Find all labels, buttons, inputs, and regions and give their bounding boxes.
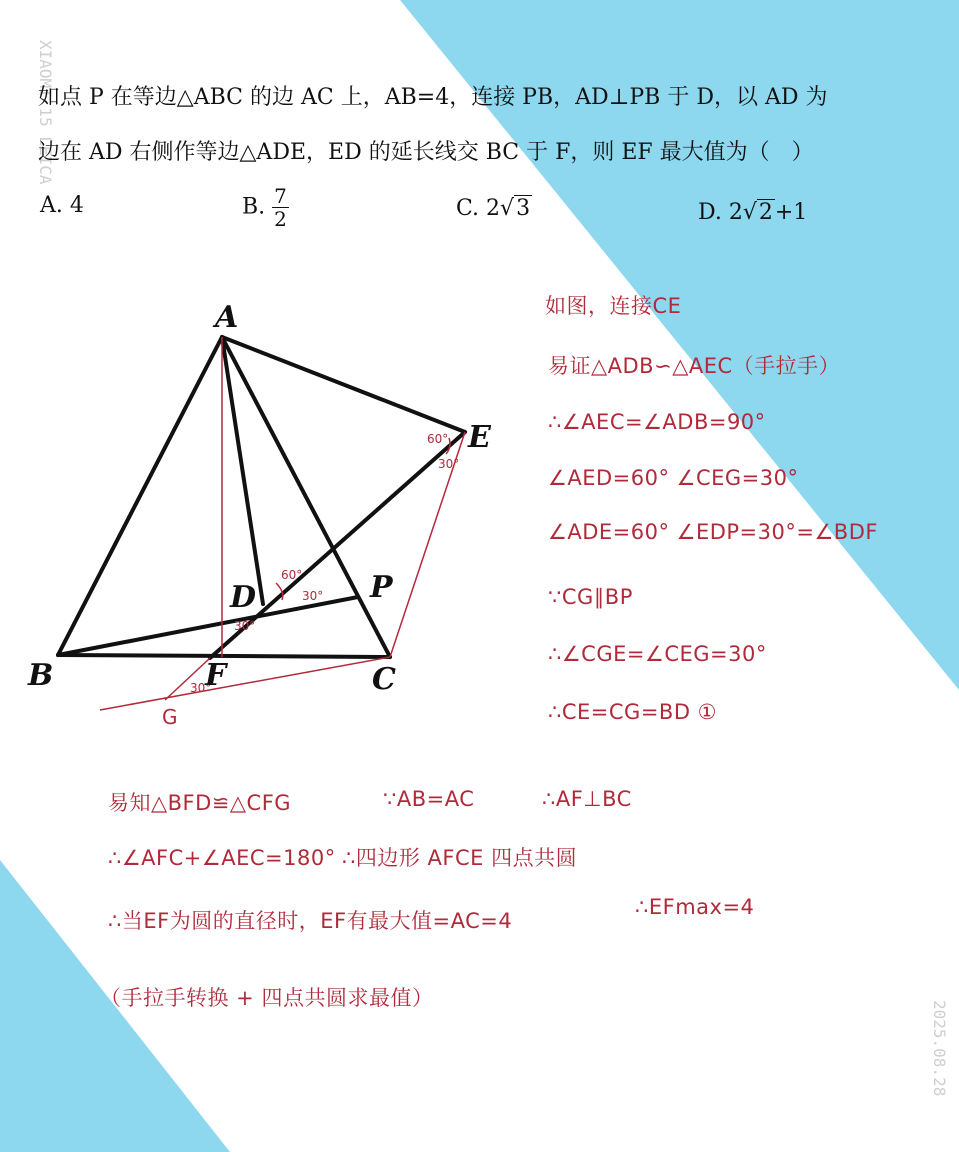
solution-line-1: 如图，连接CE	[545, 294, 682, 318]
segment-ae	[222, 337, 465, 432]
point-label-p: P	[370, 570, 393, 605]
segment-ab	[58, 337, 222, 655]
choice-d-suffix: +1	[774, 200, 808, 225]
solution-line-11b: ∴EFmax=4	[635, 895, 755, 919]
choice-b-denominator: 2	[274, 207, 287, 231]
choice-b-numerator: 7	[274, 184, 287, 208]
choice-d-radicand: 2	[758, 200, 773, 225]
point-label-g: G	[162, 705, 178, 729]
angle-label-e-30: 30°	[438, 457, 460, 471]
angle-label-d-bottom-30: 30°	[234, 619, 256, 633]
choice-c-prefix: C. 2	[456, 196, 501, 221]
segment-bc	[58, 655, 390, 657]
point-label-a: A	[215, 300, 239, 335]
solution-line-6: ∵CG∥BP	[548, 585, 633, 609]
segment-bp	[58, 597, 358, 655]
angle-label-e-60: 60°	[427, 432, 449, 446]
solution-line-8: ∴CE=CG=BD ①	[548, 700, 717, 724]
angle-label-d-30: 30°	[302, 589, 324, 603]
sqrt-icon: √	[742, 200, 757, 225]
solution-line-10b: ∴四边形 AFCE 四点共圆	[342, 846, 578, 870]
problem-line-2: 边在 AD 右侧作等边△ADE，ED 的延长线交 BC 于 F，则 EF 最大值为（ ）	[38, 140, 814, 165]
watermark-left: XIAOMI 15 LEICA	[36, 40, 55, 185]
solution-line-10a: ∴∠AFC+∠AEC=180°	[108, 846, 336, 870]
solution-line-5: ∠ADE=60° ∠EDP=30°=∠BDF	[548, 520, 878, 544]
solution-line-7: ∴∠CGE=∠CEG=30°	[548, 642, 767, 666]
choice-b-prefix: B.	[242, 194, 266, 220]
solution-line-9a: 易知△BFD≌△CFG	[108, 791, 292, 815]
solution-line-9b: ∵AB=AC	[383, 787, 475, 811]
choice-a: A. 4	[40, 193, 84, 218]
point-label-b: B	[28, 658, 54, 693]
point-label-c: C	[372, 662, 396, 697]
angle-label-d-60: 60°	[281, 568, 303, 582]
sqrt-icon: √	[500, 196, 515, 221]
solution-line-11a: ∴当EF为圆的直径时，EF有最大值=AC=4	[108, 909, 513, 933]
choice-d-prefix: D. 2	[698, 200, 743, 225]
solution-line-4: ∠AED=60° ∠CEG=30°	[548, 466, 799, 490]
watermark-right: 2025.08.28	[930, 1000, 949, 1097]
problem-line-1: 如点 P 在等边△ABC 的边 AC 上，AB=4，连接 PB，AD⊥PB 于 D，以 AD 为	[38, 85, 828, 110]
solution-summary: （手拉手转换 + 四点共圆求最值）	[100, 986, 434, 1010]
point-label-e: E	[468, 420, 491, 455]
solution-line-9c: ∴AF⊥BC	[542, 787, 632, 811]
solution-line-3: ∴∠AEC=∠ADB=90°	[548, 410, 766, 434]
point-label-d: D	[230, 580, 257, 615]
angle-label-g-30: 30°	[190, 681, 212, 695]
segment-gc-red	[100, 657, 390, 710]
choice-c-radicand: 3	[516, 196, 531, 221]
point-label-f: F	[205, 658, 227, 693]
solution-line-2: 易证△ADB∽△AEC（手拉手）	[548, 354, 841, 378]
